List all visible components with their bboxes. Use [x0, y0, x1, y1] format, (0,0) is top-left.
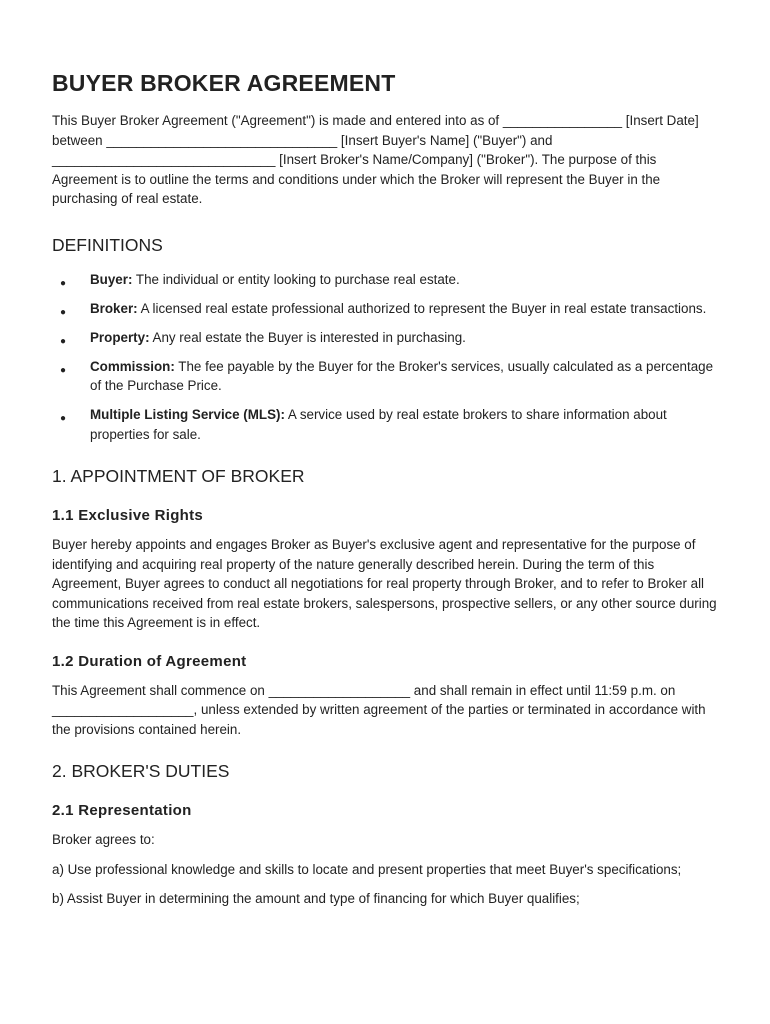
intro-paragraph: This Buyer Broker Agreement ("Agreement") is made and entered into as of ________________ [Insert Date] between _______________________________ [Insert Buyer's Name] ("Buyer") and ______________________________ [Insert Broker's Name/Company] ("Broker"). The purpose of this Agreement is to outline the terms and conditions under which the Broker will represent the Buyer in the purchasing of real estate.: [52, 113, 699, 206]
subsection-2-1-lead: Broker agrees to:: [52, 832, 155, 847]
definition-term: Broker:: [90, 300, 138, 316]
definition-term: Property:: [90, 329, 150, 345]
bullet-icon: ●: [60, 364, 67, 376]
definition-text: The fee payable by the Buyer for the Broker's services, usually calculated as a percentage of the Purchase Price.: [90, 358, 714, 393]
section-1-heading: 1. APPOINTMENT OF BROKER: [52, 466, 305, 486]
definition-text: A service used by real estate brokers to share information about properties for sale.: [90, 407, 667, 442]
subsection-1-1-heading: 1.1 Exclusive Rights: [52, 507, 204, 524]
subsection-2-1-item-a: a) Use professional knowledge and skills to locate and present properties that meet Buyer's specifications;: [52, 861, 682, 877]
subsection-2-1-item-b: b) Assist Buyer in determining the amount and type of financing for which Buyer qualifies;: [52, 891, 580, 906]
bullet-icon: ●: [60, 277, 67, 289]
definition-item-buyer: [52, 270, 718, 290]
definitions-list: [52, 270, 718, 445]
definitions-heading: DEFINITIONS: [52, 234, 163, 255]
subsection-1-2-text: This Agreement shall commence on ___________________ and shall remain in effect until 11:59 p.m. on ___________________, unless extended by written agreement of the parties or terminated in accordance with the provisions contained herein.: [52, 682, 706, 737]
subsection-2-1-heading: 2.1 Representation: [52, 802, 192, 819]
definition-item-mls: [52, 405, 718, 444]
definition-item-broker: [52, 299, 718, 319]
definition-term: Buyer:: [90, 271, 133, 287]
definition-text: Any real estate the Buyer is interested in purchasing.: [149, 329, 466, 345]
definition-text: The individual or entity looking to purchase real estate.: [132, 271, 460, 287]
definition-text: A licensed real estate professional authorized to represent the Buyer in real estate transactions.: [137, 300, 707, 316]
subsection-1-1-text: Buyer hereby appoints and engages Broker as Buyer's exclusive agent and representative for the purpose of identifying and acquiring real property of the nature generally described herein. During the term of this Agreement, Buyer agrees to conduct all negotiations for real property through Broker, and to refer to Broker all communications received from real estate brokers, salespersons, prospective sellers, or any other source during the time this Agreement is in effect.: [52, 537, 717, 630]
bullet-icon: ●: [60, 306, 67, 318]
definition-item-property: [52, 328, 718, 348]
bullet-icon: ●: [60, 413, 67, 424]
bullet-icon: ●: [60, 335, 67, 347]
document-title: BUYER BROKER AGREEMENT: [52, 70, 396, 96]
subsection-1-2-heading: 1.2 Duration of Agreement: [52, 652, 247, 670]
definition-term: Multiple Listing Service (MLS):: [90, 407, 285, 422]
definition-term: Commission:: [90, 358, 175, 374]
definition-item-commission: [52, 357, 718, 396]
section-2-heading: 2. BROKER'S DUTIES: [52, 761, 230, 781]
